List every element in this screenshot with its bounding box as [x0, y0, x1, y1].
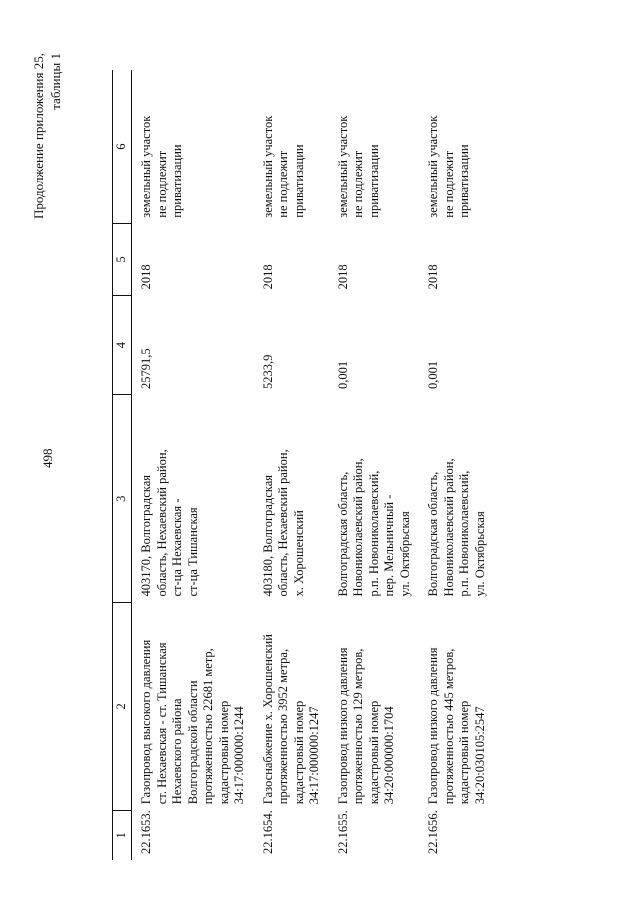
- address-line: ул. Октябрьская: [472, 511, 487, 597]
- object-name-line: 34:20:030105:2547: [472, 706, 487, 805]
- note-cell: [132, 70, 254, 224]
- value-cell: 5233,9: [260, 354, 275, 389]
- object-name-line: Газопровод высокого давления: [139, 639, 153, 805]
- column-header-6: 6: [113, 70, 132, 224]
- object-name-line: Газоснабжение х. Хорошенский: [260, 634, 275, 805]
- object-name-line: Газопровод низкого давления: [426, 647, 440, 805]
- note-cell: [254, 70, 329, 224]
- object-name-cell: [419, 603, 494, 811]
- note-line: приватизации: [291, 144, 306, 218]
- year-cell: 2018: [426, 264, 440, 290]
- row-number: 22.1654.: [260, 810, 275, 854]
- object-name-line: кадастровый номер: [457, 700, 471, 805]
- column-header-2: 2: [113, 603, 132, 811]
- object-name-line: протяженностью 22681 метр,: [201, 648, 215, 805]
- note-cell: [329, 70, 420, 224]
- page-number: 498: [40, 448, 55, 468]
- note-line: земельный участок: [426, 115, 440, 218]
- continuation-line-2: таблицы 1: [48, 53, 63, 110]
- object-name-line: протяженностью 3952 метра,: [276, 648, 290, 805]
- address-line: ст-ца Нехаевская -: [170, 498, 184, 597]
- note-line: не подлежит: [276, 150, 290, 218]
- row-number: 22.1653.: [139, 810, 153, 854]
- address-line: р.п. Новониколаевский,: [366, 470, 381, 597]
- continuation-line-1: Продолжение приложения 25,: [31, 53, 46, 220]
- object-name-cell: [329, 603, 420, 811]
- note-line: приватизации: [457, 144, 471, 218]
- property-table: [112, 70, 494, 860]
- object-name-line: 34:17:000000:1244: [232, 706, 246, 805]
- address-line: область, Нехаевский район,: [276, 449, 290, 597]
- address-line: Волгоградская область,: [426, 471, 440, 597]
- address-cell: [254, 395, 329, 603]
- value-cell: 25791,5: [139, 348, 153, 389]
- address-cell: [132, 395, 254, 603]
- address-line: ул. Октябрьская: [397, 511, 412, 597]
- note-line: не подлежит: [351, 150, 365, 218]
- note-line: приватизации: [170, 144, 184, 218]
- value-cell: 0,001: [335, 360, 350, 389]
- column-header-1: 1: [113, 810, 132, 860]
- continuation-note: [30, 53, 64, 219]
- object-name-line: кадастровый номер: [291, 700, 306, 805]
- object-name-line: Газопровод низкого давления: [335, 647, 350, 805]
- column-header-3: 3: [113, 395, 132, 603]
- object-name-line: протяженностью 129 метров,: [351, 648, 365, 805]
- address-line: ст-ца Тишанская: [185, 507, 200, 597]
- object-name-line: 34:20:000000:1704: [382, 706, 396, 805]
- object-name-line: ст. Нехаевская - ст. Тишанская: [154, 642, 169, 805]
- year-cell: 2018: [335, 264, 350, 290]
- address-line: 403170, Волгоградская: [139, 475, 153, 597]
- address-line: р.п. Новониколаевский,: [457, 470, 471, 597]
- table-row: [419, 70, 494, 860]
- column-header-5: 5: [113, 224, 132, 296]
- object-name-cell: [254, 603, 329, 811]
- table-row: [132, 70, 254, 860]
- address-line: область, Нехаевский район,: [154, 449, 169, 597]
- object-name-line: Нехаевского района: [170, 698, 184, 805]
- object-name-line: 34:17:000000:1247: [307, 706, 321, 805]
- table-row: [254, 70, 329, 860]
- table-header-row: [113, 70, 132, 860]
- note-line: земельный участок: [260, 115, 275, 218]
- year-cell: 2018: [139, 264, 153, 290]
- address-cell: [329, 395, 420, 603]
- table-row: [329, 70, 420, 860]
- column-header-4: 4: [113, 295, 132, 395]
- address-line: Новониколаевский район,: [351, 458, 365, 597]
- object-name-cell: [132, 603, 254, 811]
- address-cell: [419, 395, 494, 603]
- address-line: Волгоградская область,: [335, 471, 350, 597]
- note-line: не подлежит: [441, 150, 456, 218]
- value-cell: 0,001: [426, 360, 440, 389]
- row-number: 22.1655.: [335, 810, 350, 854]
- note-line: не подлежит: [154, 150, 169, 218]
- note-line: земельный участок: [335, 115, 350, 218]
- object-name-line: кадастровый номер: [216, 700, 231, 805]
- address-line: пер. Мельничный -: [382, 494, 396, 597]
- note-line: приватизации: [366, 144, 381, 218]
- address-line: Новониколаевский район,: [441, 458, 456, 597]
- note-line: земельный участок: [139, 115, 153, 218]
- address-line: х. Хорошенский: [291, 510, 306, 597]
- object-name-line: протяженностью 445 метров,: [441, 648, 456, 805]
- object-name-line: кадастровый номер: [366, 700, 381, 805]
- year-cell: 2018: [260, 264, 275, 290]
- row-number: 22.1656.: [426, 810, 440, 854]
- object-name-line: Волгоградской области: [185, 680, 200, 805]
- address-line: 403180, Волгоградская: [260, 475, 275, 597]
- note-cell: [419, 70, 494, 224]
